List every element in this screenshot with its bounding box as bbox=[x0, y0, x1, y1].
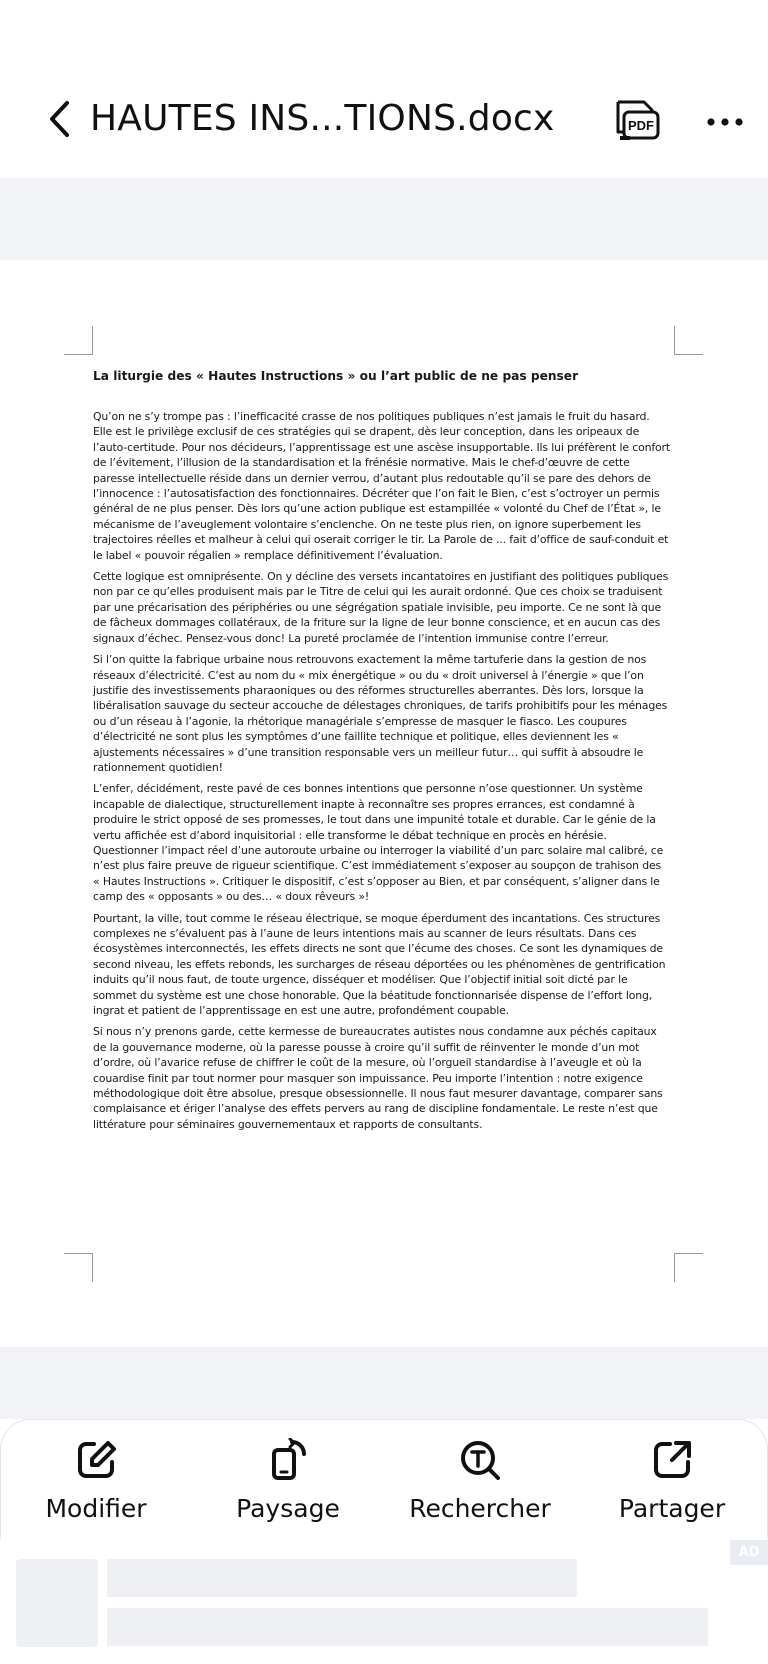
paragraph: L’enfer, décidément, reste pavé de ces bonnes intentions que personne n’ose questionner. Un système incapable de dialectique, structurellement inapte à reconnaître ses propres errances, est condamné à produire le strict opposé de ses promesses, le tout dans une impunité totale et durable. Car le génie de la vertu affichée est d’abord inquisitorial : elle transforme le débat technique en procès en hérésie. Questionner l’impact réel d’une autoroute urbaine ou interroger la viabilité d’un parc solaire mal calibré, ce n’est plus faire preuve de rigueur scientifique. C’est immédiatement s’exposer au soupçon de trahison des « Hautes Instructions ». Critiquer le dispositif, c’est s’opposer au Bien, et par conséquent, s’aligner dans le camp des « opposants » ou des… « doux rêveurs »! bbox=[93, 782, 664, 904]
landscape-label: Paysage bbox=[236, 1494, 340, 1523]
paragraph: Si l’on quitte la fabrique urbaine nous retrouvons exactement la même tartuferie dans la gestion de nos réseaux d’électricité. C’est au nom du « mix énergétique » ou du « droit universel à l’énergie » que l’on justifie des investissements pharaoniques ou des réformes structurelles aberrantes. Dès lors, lorsque la libéralisation sauvage du secteur accouche de délestages chroniques, de tarifs prohibitifs pour les ménages ou d’un réseau à l’agonie, la rhétorique managériale s’empresse de masquer le fiasco. Les coupures d’électricité ne sont plus les symptômes d’une faillite technique et politique, elles deviennent les « ajustements nécessaires » d’une transition responsable vers un meilleur futur… qui suffit à absoudre le rationnement quotidien! bbox=[93, 653, 668, 774]
more-horizontal-icon bbox=[705, 116, 745, 128]
search-button[interactable] bbox=[385, 1438, 575, 1538]
pdf-export-icon bbox=[612, 94, 666, 146]
share-label: Partager bbox=[618, 1494, 726, 1523]
ad-badge: AD bbox=[730, 1540, 768, 1565]
pdf-label: PDF bbox=[628, 118, 654, 133]
edit-label: Modifier bbox=[45, 1494, 147, 1523]
share-button[interactable] bbox=[577, 1438, 767, 1538]
share-icon bbox=[650, 1438, 694, 1482]
ad-text-placeholder bbox=[107, 1559, 577, 1597]
document-title: HAUTES INS...TIONS.docx bbox=[90, 98, 555, 139]
paragraph: Qu’on ne s’y trompe pas : l’inefficacité crasse de nos politiques publiques n’est jamais le fruit du hasard. Elle est le privilège exclusif de ces stratégies qui se drapent, dès leur conception, dans les oripeaux de l’auto-certitude. Pour nos décideurs, l’apprentissage est une ascèse insupportable. Ils lui préfèrent le confort de l’évitement, l’illusion de la standardisation et la frénésie normative. Mais le chef-d’œuvre de cette paresse intellectuelle réside dans un dernier verrou, d’autant plus redoutable qu’il se pare des dehors de l’innocence : l’autosatisfaction des fonctionnaires. Décréter que l’on fait le Bien, c’est s’octroyer un permis général de ne plus penser. Dès lors qu’une action publique est estampillée « volonté du Chef de l’État », le mécanisme de l’aveuglement volontaire s’enclenche. On ne teste plus rien, on ignore superbement les trajectoires réelles et malheur à celui qui oserait corriger le tir. La Parole de ... fait d’office de sauf-conduit et le label « pouvoir régalien » remplace définitivement l’évaluation. bbox=[93, 410, 670, 562]
rotate-icon bbox=[266, 1438, 310, 1482]
page-margin-corner-top-left bbox=[64, 326, 93, 355]
page-margin-corner-bottom-right bbox=[674, 1253, 703, 1282]
more-options-button[interactable] bbox=[700, 102, 750, 142]
chevron-left-icon bbox=[47, 99, 73, 139]
document-background-top bbox=[0, 178, 768, 260]
document-heading: La liturgie des « Hautes Instructions » ou l’art public de ne pas penser bbox=[93, 369, 579, 383]
document-content bbox=[93, 368, 670, 1138]
back-button[interactable] bbox=[40, 96, 80, 142]
paragraph: Si nous n’y prenons garde, cette kermesse de bureaucrates autistes nous condamne aux péchés capitaux de la gouvernance moderne, où la paresse pousse à croire qu’il suffit de réinventer le monde d’un mot d’ordre, où l’avarice refuse de chiffrer le coût de la mesure, où l’orgueil standardise à l’aveugle et où la couardise finit par tout normer pour masquer son impuissance. Peu importe l’intention : notre exigence méthodologique doit être absolue, presque obsessionnelle. Il nous faut mesurer davantage, comparer sans complaisance et ériger l’analyse des effets pervers au rang de discipline fondamentale. Le reste n’est que littérature pour séminaires gouvernementaux et rapports de consultants. bbox=[93, 1025, 663, 1131]
edit-icon bbox=[74, 1438, 118, 1482]
search-label: Rechercher bbox=[409, 1494, 551, 1523]
ad-thumbnail-placeholder bbox=[16, 1559, 98, 1647]
landscape-button[interactable] bbox=[193, 1438, 383, 1538]
edit-button[interactable] bbox=[1, 1438, 191, 1538]
document-background-bottom bbox=[0, 1347, 768, 1419]
search-text-icon bbox=[458, 1438, 502, 1482]
bottom-toolbar bbox=[0, 1419, 768, 1539]
pdf-export-button[interactable] bbox=[612, 94, 666, 146]
paragraph: Cette logique est omniprésente. On y décline des versets incantatoires en justifiant des politiques publiques non par ce qu’elles produisent mais par le Titre de celui qui les aurait ordonné. Que ces choix se traduisent par une précarisation des périphéries ou une ségrégation spatiale invisible, peu importe. Ce ne sont là que de fâcheux dommages collatéraux, de la friture sur la ligne de leur bonne conscience, et en aucun cas des signaux d’échec. Pensez-vous donc! La pureté proclamée de l’intention immunise contre l’erreur. bbox=[93, 570, 669, 645]
page-margin-corner-top-right bbox=[674, 326, 703, 355]
page-margin-corner-bottom-left bbox=[64, 1253, 93, 1282]
ad-text-placeholder bbox=[107, 1608, 708, 1646]
paragraph: Pourtant, la ville, tout comme le réseau électrique, se moque éperdument des incantations. Ces structures complexes ne s’évaluent pas à l’aune de leurs intentions mais au scanner de leurs résultats. Dans ces écosystèmes interconnectés, les effets directs ne sont que l’écume des choses. Ce sont les dynamiques de second niveau, les effets rebonds, les surcharges de réseau déportées ou les phénomènes de gentrification induits qu’il nous faut, de toute urgence, disséquer et modéliser. Que l’objectif initial soit dicté par le sommet du système est une chose honorable. Que la béatitude fonctionnarisée dispense de l’effort long, ingrat et patient de l’apprentissage en est une autre, profondément coupable. bbox=[93, 911, 666, 1018]
top-bar bbox=[0, 0, 768, 178]
